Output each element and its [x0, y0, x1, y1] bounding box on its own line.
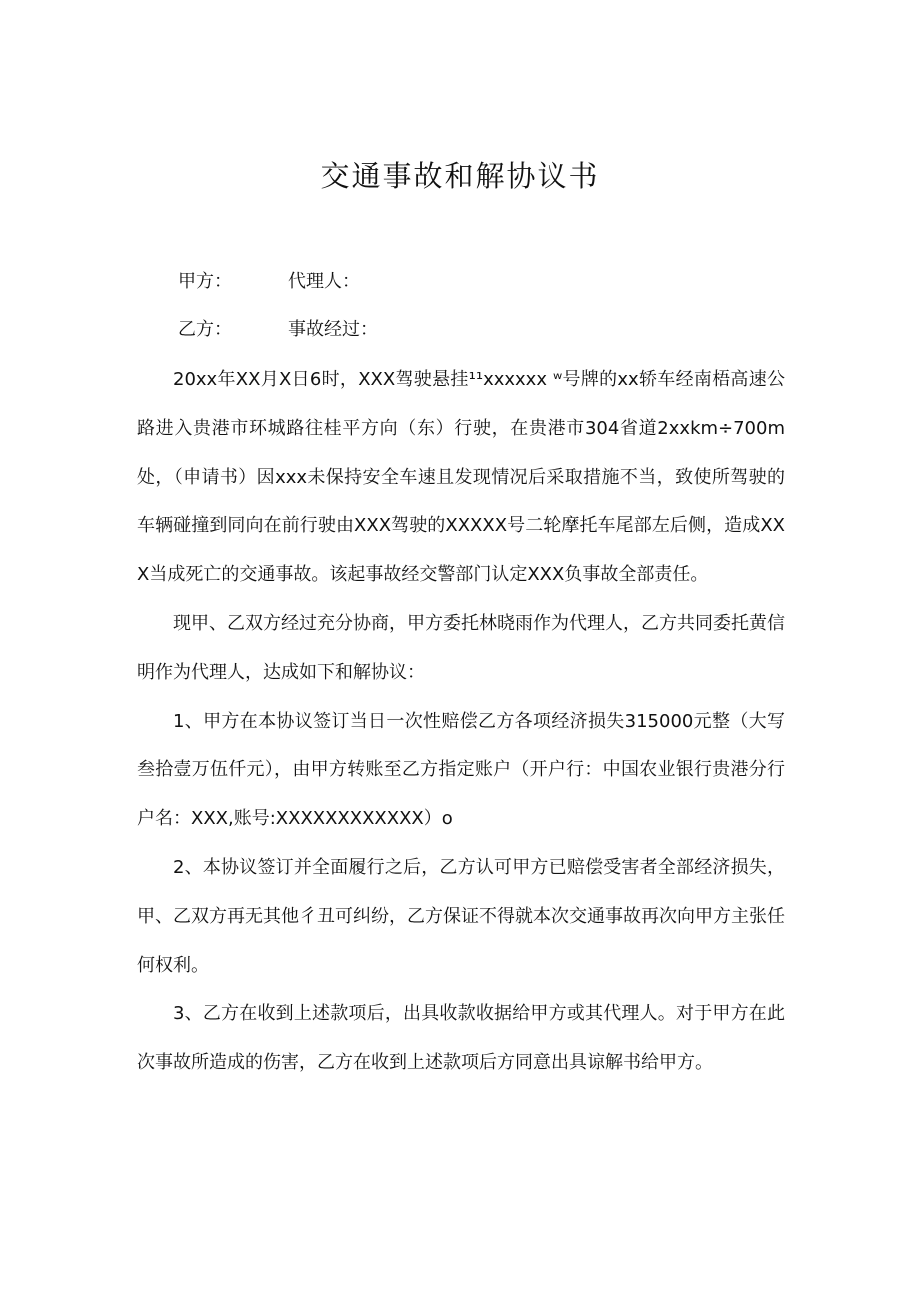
party-b-row	[178, 315, 378, 345]
clause-2-paragraph: 2、本协议签订并全面履行之后，乙方认可甲方已赔偿受害者全部经济损失，甲、乙双方再无其他彳丑可纠纷，乙方保证不得就本次交通事故再次向甲方主张任何权利。	[137, 856, 785, 976]
agreement-intro-paragraph: 现甲、乙双方经过充分协商，甲方委托林晓雨作为代理人，乙方共同委托黄信明作为代理人，达成如下和解协议：	[137, 612, 785, 683]
accident-paragraph: 20xx年XX月X日6时，XXX驾驶悬挂¹¹xxxxxx ʷ号牌的xx轿车经南梧高速公路进入贵港市环城路往桂平方向（东）行驶，在贵港市304省道2xxkm÷700m处，（申请书）因xxx未保持安全车速且发现情况后采取措施不当，致使所驾驶的车辆碰撞到同向在前行驶由XXX驾驶的XXXXX号二轮摩托车尾部左后侧，造成XXX当成死亡的交通事故。该起事故经交警部门认定XXX负事故全部责任。	[137, 369, 785, 586]
agent-label: 代理人：	[288, 271, 360, 292]
accident-label: 事故经过：	[288, 319, 378, 340]
document-body	[137, 356, 785, 1088]
clause-3-paragraph: 3、乙方在收到上述款项后，出具收款收据给甲方或其代理人。对于甲方在此次事故所造成的伤害，乙方在收到上述款项后方同意出具谅解书给甲方。	[137, 1003, 785, 1074]
party-a-row	[178, 267, 360, 297]
party-a-label: 甲方：	[178, 271, 232, 292]
party-b-label: 乙方：	[178, 319, 232, 340]
document-title: 交通事故和解协议书	[320, 159, 600, 193]
clause-1-paragraph: 1、甲方在本协议签订当日一次性赔偿乙方各项经济损失315000元整（大写叁拾壹万伍仟元），由甲方转账至乙方指定账户（开户行：中国农业银行贵港分行户名：XXX,账号:XXXXXXXXXXXX）o	[137, 710, 785, 830]
